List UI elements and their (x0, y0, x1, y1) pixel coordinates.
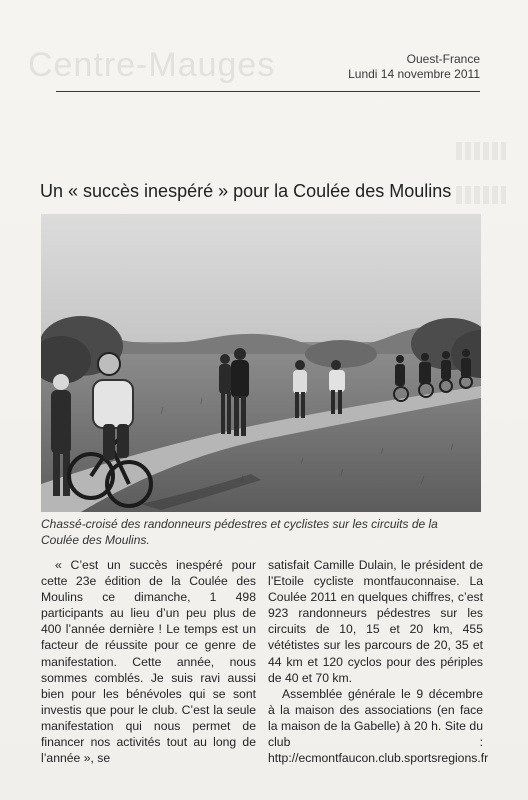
article-column-left (41, 557, 256, 766)
background-bleed-mark (456, 142, 506, 160)
article-info-paragraph: Assemblée générale le 9 décembre à la maison des associations (en face la maison de la Gabelle) à 20 h. Site du club : http://ecmontfaucon.club.sportsregions.fr (268, 686, 489, 766)
article-column-right (268, 557, 489, 766)
article-headline: Un « succès inespéré » pour la Coulée des Moulins (40, 181, 452, 201)
source-block (348, 52, 480, 82)
caption-line: Coulée des Moulins. (41, 533, 150, 547)
header-rule (56, 91, 480, 92)
photo-caption (41, 516, 471, 548)
caption-line: Chassé-croisé des randonneurs pédestres et cyclistes sur les circuits de la (41, 517, 438, 531)
article-paragraph: « C’est un succès inespéré pour cette 23e édition de la Coulée des Moulins ce dimanche, 1 498 participants au lieu d’un peu plus de 400 l’année dernière ! Le temps est un facteur de réussite pour ce genre de manifestation. Cette année, nous sommes comblés. Je suis ravi aussi bien pour les bénévoles qui se sont investis que pour le club. C’est la seule manifestation qui nous permet de financer nos activités tout au long de l’année », se (41, 558, 256, 766)
publication-date: Lundi 14 novembre 2011 (348, 67, 480, 81)
background-bleed-text: Centre-Mauges (28, 46, 276, 84)
article-photo (41, 214, 481, 512)
newspaper-name: Ouest-France (406, 52, 480, 66)
article-paragraph: satisfait Camille Dulain, le président de l’Etoile cycliste montfauconnaise. La Coulée 2011 en quelques chiffres, c’est 923 randonneurs pédestres sur les circuits de 10, 15 et 20 km, 455 vététistes sur les parcours de 20, 35 et 44 km et 120 cyclos pour des périples de 40 et 70 km. (268, 558, 483, 685)
